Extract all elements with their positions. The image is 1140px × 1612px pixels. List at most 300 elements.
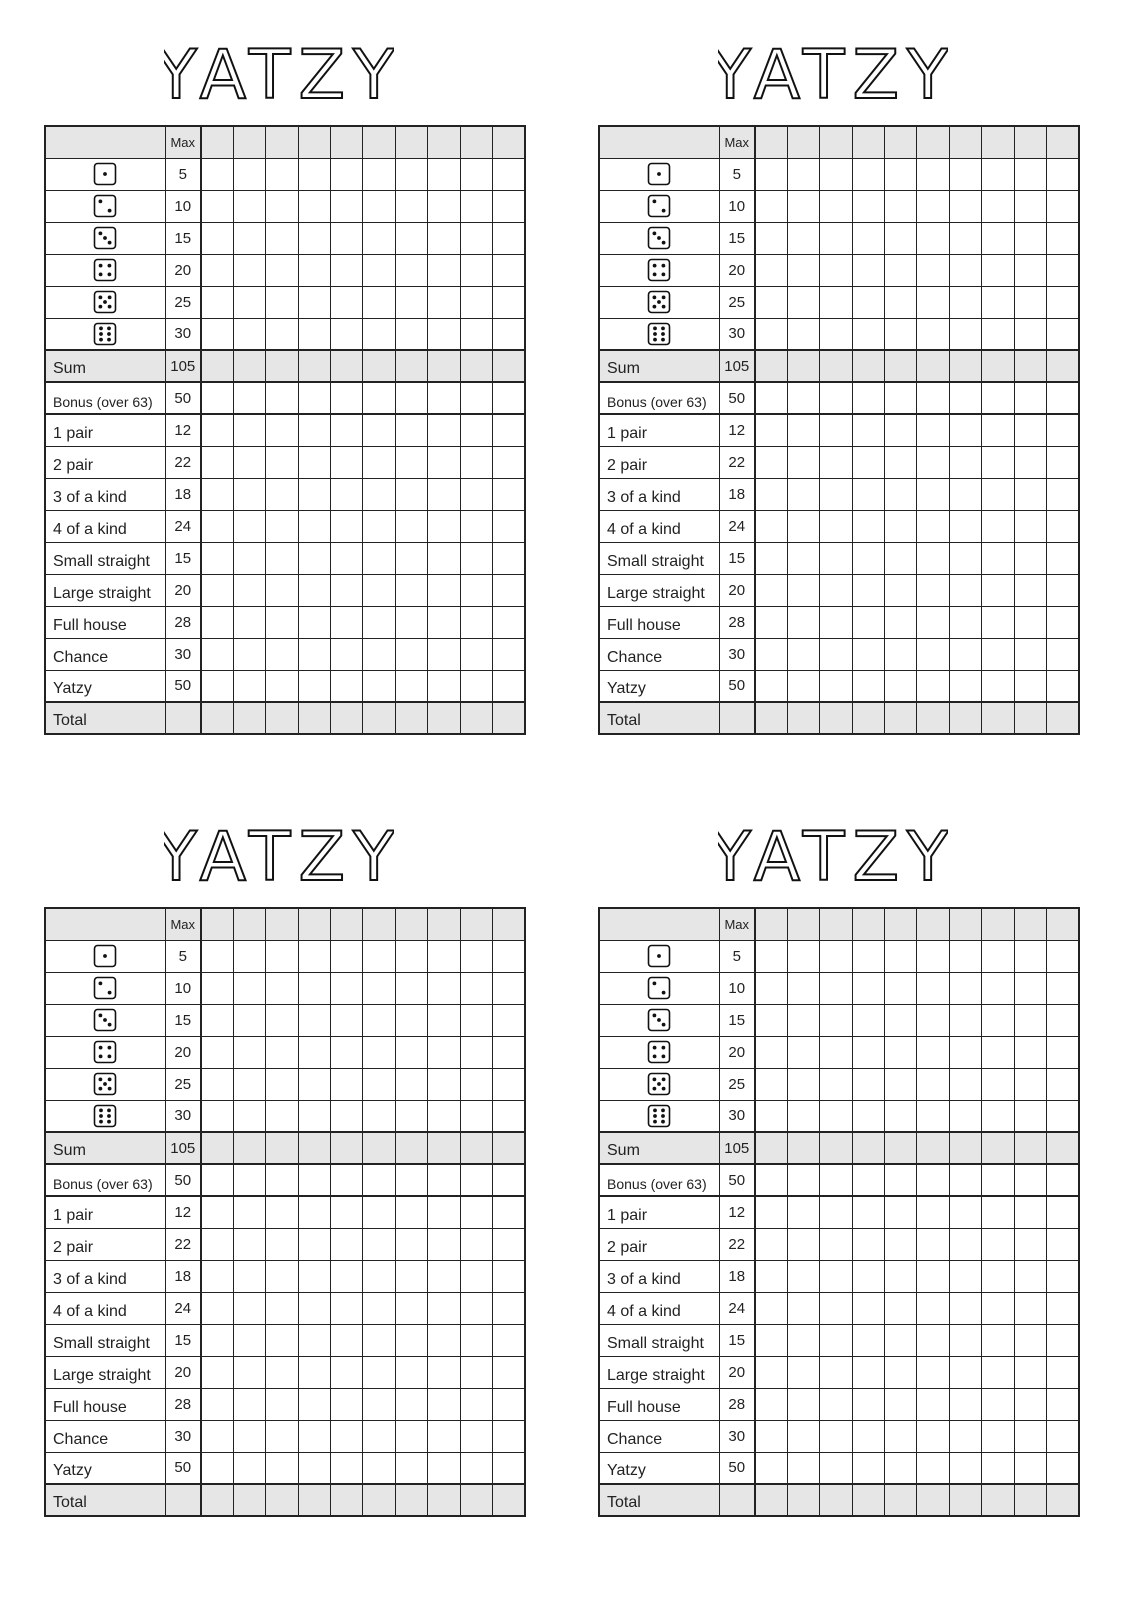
score-cell[interactable] [428, 1164, 460, 1196]
score-cell[interactable] [363, 350, 395, 382]
score-cell[interactable] [820, 1036, 852, 1068]
score-cell[interactable] [428, 908, 460, 940]
score-cell[interactable] [298, 158, 330, 190]
score-cell[interactable] [266, 318, 298, 350]
score-cell[interactable] [1014, 158, 1046, 190]
score-cell[interactable] [395, 702, 427, 734]
score-cell[interactable] [428, 1292, 460, 1324]
score-cell[interactable] [331, 446, 363, 478]
score-cell[interactable] [331, 222, 363, 254]
score-cell[interactable] [201, 542, 233, 574]
score-cell[interactable] [852, 1164, 884, 1196]
score-cell[interactable] [949, 940, 981, 972]
score-cell[interactable] [363, 702, 395, 734]
score-cell[interactable] [233, 542, 265, 574]
score-cell[interactable] [493, 382, 525, 414]
score-cell[interactable] [755, 1164, 787, 1196]
score-cell[interactable] [885, 1004, 917, 1036]
score-cell[interactable] [493, 414, 525, 446]
score-cell[interactable] [917, 254, 949, 286]
score-cell[interactable] [982, 940, 1014, 972]
score-cell[interactable] [460, 446, 492, 478]
score-cell[interactable] [852, 1196, 884, 1228]
score-cell[interactable] [917, 350, 949, 382]
score-cell[interactable] [395, 908, 427, 940]
score-cell[interactable] [331, 414, 363, 446]
score-cell[interactable] [949, 318, 981, 350]
score-cell[interactable] [787, 1292, 819, 1324]
score-cell[interactable] [493, 1100, 525, 1132]
score-cell[interactable] [428, 510, 460, 542]
score-cell[interactable] [787, 940, 819, 972]
score-cell[interactable] [266, 222, 298, 254]
score-cell[interactable] [460, 1260, 492, 1292]
score-cell[interactable] [266, 1132, 298, 1164]
score-cell[interactable] [428, 542, 460, 574]
score-cell[interactable] [460, 1036, 492, 1068]
score-cell[interactable] [201, 1164, 233, 1196]
score-cell[interactable] [1047, 940, 1079, 972]
score-cell[interactable] [201, 702, 233, 734]
score-cell[interactable] [787, 542, 819, 574]
score-cell[interactable] [755, 972, 787, 1004]
score-cell[interactable] [233, 350, 265, 382]
score-cell[interactable] [493, 1324, 525, 1356]
score-cell[interactable] [493, 1388, 525, 1420]
score-cell[interactable] [1047, 1164, 1079, 1196]
score-cell[interactable] [1014, 702, 1046, 734]
score-cell[interactable] [1014, 318, 1046, 350]
score-cell[interactable] [1047, 222, 1079, 254]
score-cell[interactable] [755, 1388, 787, 1420]
score-cell[interactable] [201, 1484, 233, 1516]
score-cell[interactable] [755, 1452, 787, 1484]
score-cell[interactable] [201, 254, 233, 286]
score-cell[interactable] [787, 1004, 819, 1036]
score-cell[interactable] [820, 702, 852, 734]
score-cell[interactable] [820, 1164, 852, 1196]
score-cell[interactable] [852, 1228, 884, 1260]
score-cell[interactable] [820, 908, 852, 940]
score-cell[interactable] [755, 670, 787, 702]
score-cell[interactable] [852, 222, 884, 254]
score-cell[interactable] [885, 478, 917, 510]
score-cell[interactable] [233, 908, 265, 940]
score-cell[interactable] [460, 606, 492, 638]
score-cell[interactable] [787, 1132, 819, 1164]
score-cell[interactable] [395, 1196, 427, 1228]
score-cell[interactable] [1047, 158, 1079, 190]
score-cell[interactable] [885, 222, 917, 254]
score-cell[interactable] [755, 190, 787, 222]
score-cell[interactable] [395, 1388, 427, 1420]
score-cell[interactable] [982, 606, 1014, 638]
score-cell[interactable] [460, 1420, 492, 1452]
score-cell[interactable] [1047, 972, 1079, 1004]
score-cell[interactable] [395, 972, 427, 1004]
score-cell[interactable] [395, 670, 427, 702]
score-cell[interactable] [266, 702, 298, 734]
score-cell[interactable] [1014, 1196, 1046, 1228]
score-cell[interactable] [1014, 1132, 1046, 1164]
score-cell[interactable] [493, 478, 525, 510]
score-cell[interactable] [298, 1292, 330, 1324]
score-cell[interactable] [949, 510, 981, 542]
score-cell[interactable] [949, 222, 981, 254]
score-cell[interactable] [395, 1228, 427, 1260]
score-cell[interactable] [820, 1260, 852, 1292]
score-cell[interactable] [949, 126, 981, 158]
score-cell[interactable] [949, 190, 981, 222]
score-cell[interactable] [820, 286, 852, 318]
score-cell[interactable] [298, 908, 330, 940]
score-cell[interactable] [982, 1196, 1014, 1228]
score-cell[interactable] [331, 126, 363, 158]
score-cell[interactable] [755, 1132, 787, 1164]
score-cell[interactable] [982, 1100, 1014, 1132]
score-cell[interactable] [363, 222, 395, 254]
score-cell[interactable] [787, 638, 819, 670]
score-cell[interactable] [493, 1068, 525, 1100]
score-cell[interactable] [755, 574, 787, 606]
score-cell[interactable] [363, 1260, 395, 1292]
score-cell[interactable] [363, 670, 395, 702]
score-cell[interactable] [1014, 908, 1046, 940]
score-cell[interactable] [395, 158, 427, 190]
score-cell[interactable] [885, 510, 917, 542]
score-cell[interactable] [949, 670, 981, 702]
score-cell[interactable] [755, 1356, 787, 1388]
score-cell[interactable] [755, 414, 787, 446]
score-cell[interactable] [331, 350, 363, 382]
score-cell[interactable] [298, 1036, 330, 1068]
score-cell[interactable] [363, 286, 395, 318]
score-cell[interactable] [917, 382, 949, 414]
score-cell[interactable] [460, 908, 492, 940]
score-cell[interactable] [1047, 1068, 1079, 1100]
score-cell[interactable] [1014, 1356, 1046, 1388]
score-cell[interactable] [982, 1036, 1014, 1068]
score-cell[interactable] [917, 908, 949, 940]
score-cell[interactable] [755, 940, 787, 972]
score-cell[interactable] [428, 1004, 460, 1036]
score-cell[interactable] [266, 1484, 298, 1516]
score-cell[interactable] [298, 510, 330, 542]
score-cell[interactable] [460, 1356, 492, 1388]
score-cell[interactable] [852, 1324, 884, 1356]
score-cell[interactable] [820, 606, 852, 638]
score-cell[interactable] [917, 1484, 949, 1516]
score-cell[interactable] [917, 1324, 949, 1356]
score-cell[interactable] [233, 1068, 265, 1100]
score-cell[interactable] [820, 414, 852, 446]
score-cell[interactable] [949, 1388, 981, 1420]
score-cell[interactable] [885, 1388, 917, 1420]
score-cell[interactable] [428, 940, 460, 972]
score-cell[interactable] [395, 1004, 427, 1036]
score-cell[interactable] [298, 972, 330, 1004]
score-cell[interactable] [885, 1292, 917, 1324]
score-cell[interactable] [982, 382, 1014, 414]
score-cell[interactable] [1047, 1452, 1079, 1484]
score-cell[interactable] [787, 446, 819, 478]
score-cell[interactable] [493, 1260, 525, 1292]
score-cell[interactable] [982, 286, 1014, 318]
score-cell[interactable] [493, 1164, 525, 1196]
score-cell[interactable] [395, 940, 427, 972]
score-cell[interactable] [331, 1196, 363, 1228]
score-cell[interactable] [428, 1068, 460, 1100]
score-cell[interactable] [363, 254, 395, 286]
score-cell[interactable] [982, 1292, 1014, 1324]
score-cell[interactable] [852, 254, 884, 286]
score-cell[interactable] [298, 1388, 330, 1420]
score-cell[interactable] [298, 414, 330, 446]
score-cell[interactable] [917, 1292, 949, 1324]
score-cell[interactable] [233, 1292, 265, 1324]
score-cell[interactable] [460, 1132, 492, 1164]
score-cell[interactable] [266, 1196, 298, 1228]
score-cell[interactable] [201, 414, 233, 446]
score-cell[interactable] [395, 254, 427, 286]
score-cell[interactable] [755, 254, 787, 286]
score-cell[interactable] [917, 318, 949, 350]
score-cell[interactable] [201, 574, 233, 606]
score-cell[interactable] [755, 606, 787, 638]
score-cell[interactable] [395, 1420, 427, 1452]
score-cell[interactable] [949, 1036, 981, 1068]
score-cell[interactable] [428, 1324, 460, 1356]
score-cell[interactable] [949, 908, 981, 940]
score-cell[interactable] [852, 638, 884, 670]
score-cell[interactable] [852, 1100, 884, 1132]
score-cell[interactable] [493, 254, 525, 286]
score-cell[interactable] [266, 1292, 298, 1324]
score-cell[interactable] [298, 574, 330, 606]
score-cell[interactable] [1047, 1228, 1079, 1260]
score-cell[interactable] [298, 1068, 330, 1100]
score-cell[interactable] [1014, 1004, 1046, 1036]
score-cell[interactable] [395, 1164, 427, 1196]
score-cell[interactable] [428, 1484, 460, 1516]
score-cell[interactable] [982, 1164, 1014, 1196]
score-cell[interactable] [363, 908, 395, 940]
score-cell[interactable] [298, 478, 330, 510]
score-cell[interactable] [363, 126, 395, 158]
score-cell[interactable] [949, 1068, 981, 1100]
score-cell[interactable] [428, 1388, 460, 1420]
score-cell[interactable] [331, 1324, 363, 1356]
score-cell[interactable] [820, 940, 852, 972]
score-cell[interactable] [787, 670, 819, 702]
score-cell[interactable] [949, 158, 981, 190]
score-cell[interactable] [982, 1452, 1014, 1484]
score-cell[interactable] [233, 478, 265, 510]
score-cell[interactable] [331, 1100, 363, 1132]
score-cell[interactable] [820, 638, 852, 670]
score-cell[interactable] [852, 1452, 884, 1484]
score-cell[interactable] [493, 1036, 525, 1068]
score-cell[interactable] [298, 606, 330, 638]
score-cell[interactable] [1047, 606, 1079, 638]
score-cell[interactable] [885, 1452, 917, 1484]
score-cell[interactable] [395, 286, 427, 318]
score-cell[interactable] [460, 638, 492, 670]
score-cell[interactable] [1014, 382, 1046, 414]
score-cell[interactable] [493, 1196, 525, 1228]
score-cell[interactable] [917, 1068, 949, 1100]
score-cell[interactable] [233, 126, 265, 158]
score-cell[interactable] [755, 1420, 787, 1452]
score-cell[interactable] [787, 1388, 819, 1420]
score-cell[interactable] [298, 350, 330, 382]
score-cell[interactable] [852, 1420, 884, 1452]
score-cell[interactable] [787, 382, 819, 414]
score-cell[interactable] [1047, 1292, 1079, 1324]
score-cell[interactable] [1014, 1388, 1046, 1420]
score-cell[interactable] [363, 1484, 395, 1516]
score-cell[interactable] [395, 190, 427, 222]
score-cell[interactable] [755, 638, 787, 670]
score-cell[interactable] [331, 1036, 363, 1068]
score-cell[interactable] [266, 542, 298, 574]
score-cell[interactable] [949, 286, 981, 318]
score-cell[interactable] [982, 638, 1014, 670]
score-cell[interactable] [1014, 574, 1046, 606]
score-cell[interactable] [363, 542, 395, 574]
score-cell[interactable] [755, 1292, 787, 1324]
score-cell[interactable] [787, 158, 819, 190]
score-cell[interactable] [395, 1324, 427, 1356]
score-cell[interactable] [363, 1036, 395, 1068]
score-cell[interactable] [395, 382, 427, 414]
score-cell[interactable] [885, 1068, 917, 1100]
score-cell[interactable] [428, 1100, 460, 1132]
score-cell[interactable] [460, 414, 492, 446]
score-cell[interactable] [982, 1420, 1014, 1452]
score-cell[interactable] [1047, 254, 1079, 286]
score-cell[interactable] [493, 972, 525, 1004]
score-cell[interactable] [885, 1260, 917, 1292]
score-cell[interactable] [820, 126, 852, 158]
score-cell[interactable] [982, 414, 1014, 446]
score-cell[interactable] [201, 1068, 233, 1100]
score-cell[interactable] [331, 702, 363, 734]
score-cell[interactable] [363, 1452, 395, 1484]
score-cell[interactable] [298, 670, 330, 702]
score-cell[interactable] [201, 638, 233, 670]
score-cell[interactable] [885, 190, 917, 222]
score-cell[interactable] [493, 702, 525, 734]
score-cell[interactable] [852, 446, 884, 478]
score-cell[interactable] [428, 414, 460, 446]
score-cell[interactable] [820, 1068, 852, 1100]
score-cell[interactable] [233, 1004, 265, 1036]
score-cell[interactable] [820, 254, 852, 286]
score-cell[interactable] [820, 1196, 852, 1228]
score-cell[interactable] [1014, 1260, 1046, 1292]
score-cell[interactable] [266, 350, 298, 382]
score-cell[interactable] [201, 1356, 233, 1388]
score-cell[interactable] [493, 222, 525, 254]
score-cell[interactable] [885, 940, 917, 972]
score-cell[interactable] [820, 510, 852, 542]
score-cell[interactable] [331, 1260, 363, 1292]
score-cell[interactable] [917, 606, 949, 638]
score-cell[interactable] [233, 1388, 265, 1420]
score-cell[interactable] [852, 972, 884, 1004]
score-cell[interactable] [917, 638, 949, 670]
score-cell[interactable] [1014, 286, 1046, 318]
score-cell[interactable] [298, 190, 330, 222]
score-cell[interactable] [266, 1452, 298, 1484]
score-cell[interactable] [852, 1036, 884, 1068]
score-cell[interactable] [233, 1036, 265, 1068]
score-cell[interactable] [787, 1324, 819, 1356]
score-cell[interactable] [1014, 126, 1046, 158]
score-cell[interactable] [233, 1356, 265, 1388]
score-cell[interactable] [885, 1228, 917, 1260]
score-cell[interactable] [363, 1164, 395, 1196]
score-cell[interactable] [266, 254, 298, 286]
score-cell[interactable] [233, 1420, 265, 1452]
score-cell[interactable] [982, 542, 1014, 574]
score-cell[interactable] [298, 1452, 330, 1484]
score-cell[interactable] [852, 940, 884, 972]
score-cell[interactable] [363, 414, 395, 446]
score-cell[interactable] [787, 1484, 819, 1516]
score-cell[interactable] [233, 606, 265, 638]
score-cell[interactable] [493, 350, 525, 382]
score-cell[interactable] [331, 1484, 363, 1516]
score-cell[interactable] [233, 972, 265, 1004]
score-cell[interactable] [266, 382, 298, 414]
score-cell[interactable] [755, 318, 787, 350]
score-cell[interactable] [201, 318, 233, 350]
score-cell[interactable] [820, 972, 852, 1004]
score-cell[interactable] [395, 350, 427, 382]
score-cell[interactable] [949, 1196, 981, 1228]
score-cell[interactable] [460, 318, 492, 350]
score-cell[interactable] [266, 1068, 298, 1100]
score-cell[interactable] [885, 382, 917, 414]
score-cell[interactable] [852, 702, 884, 734]
score-cell[interactable] [363, 972, 395, 1004]
score-cell[interactable] [1047, 1132, 1079, 1164]
score-cell[interactable] [1047, 1420, 1079, 1452]
score-cell[interactable] [331, 542, 363, 574]
score-cell[interactable] [298, 1484, 330, 1516]
score-cell[interactable] [885, 254, 917, 286]
score-cell[interactable] [460, 158, 492, 190]
score-cell[interactable] [885, 1420, 917, 1452]
score-cell[interactable] [266, 606, 298, 638]
score-cell[interactable] [395, 318, 427, 350]
score-cell[interactable] [787, 222, 819, 254]
score-cell[interactable] [949, 254, 981, 286]
score-cell[interactable] [460, 1196, 492, 1228]
score-cell[interactable] [363, 382, 395, 414]
score-cell[interactable] [331, 1004, 363, 1036]
score-cell[interactable] [460, 1452, 492, 1484]
score-cell[interactable] [395, 222, 427, 254]
score-cell[interactable] [233, 1100, 265, 1132]
score-cell[interactable] [820, 1356, 852, 1388]
score-cell[interactable] [1047, 702, 1079, 734]
score-cell[interactable] [493, 286, 525, 318]
score-cell[interactable] [331, 940, 363, 972]
score-cell[interactable] [331, 606, 363, 638]
